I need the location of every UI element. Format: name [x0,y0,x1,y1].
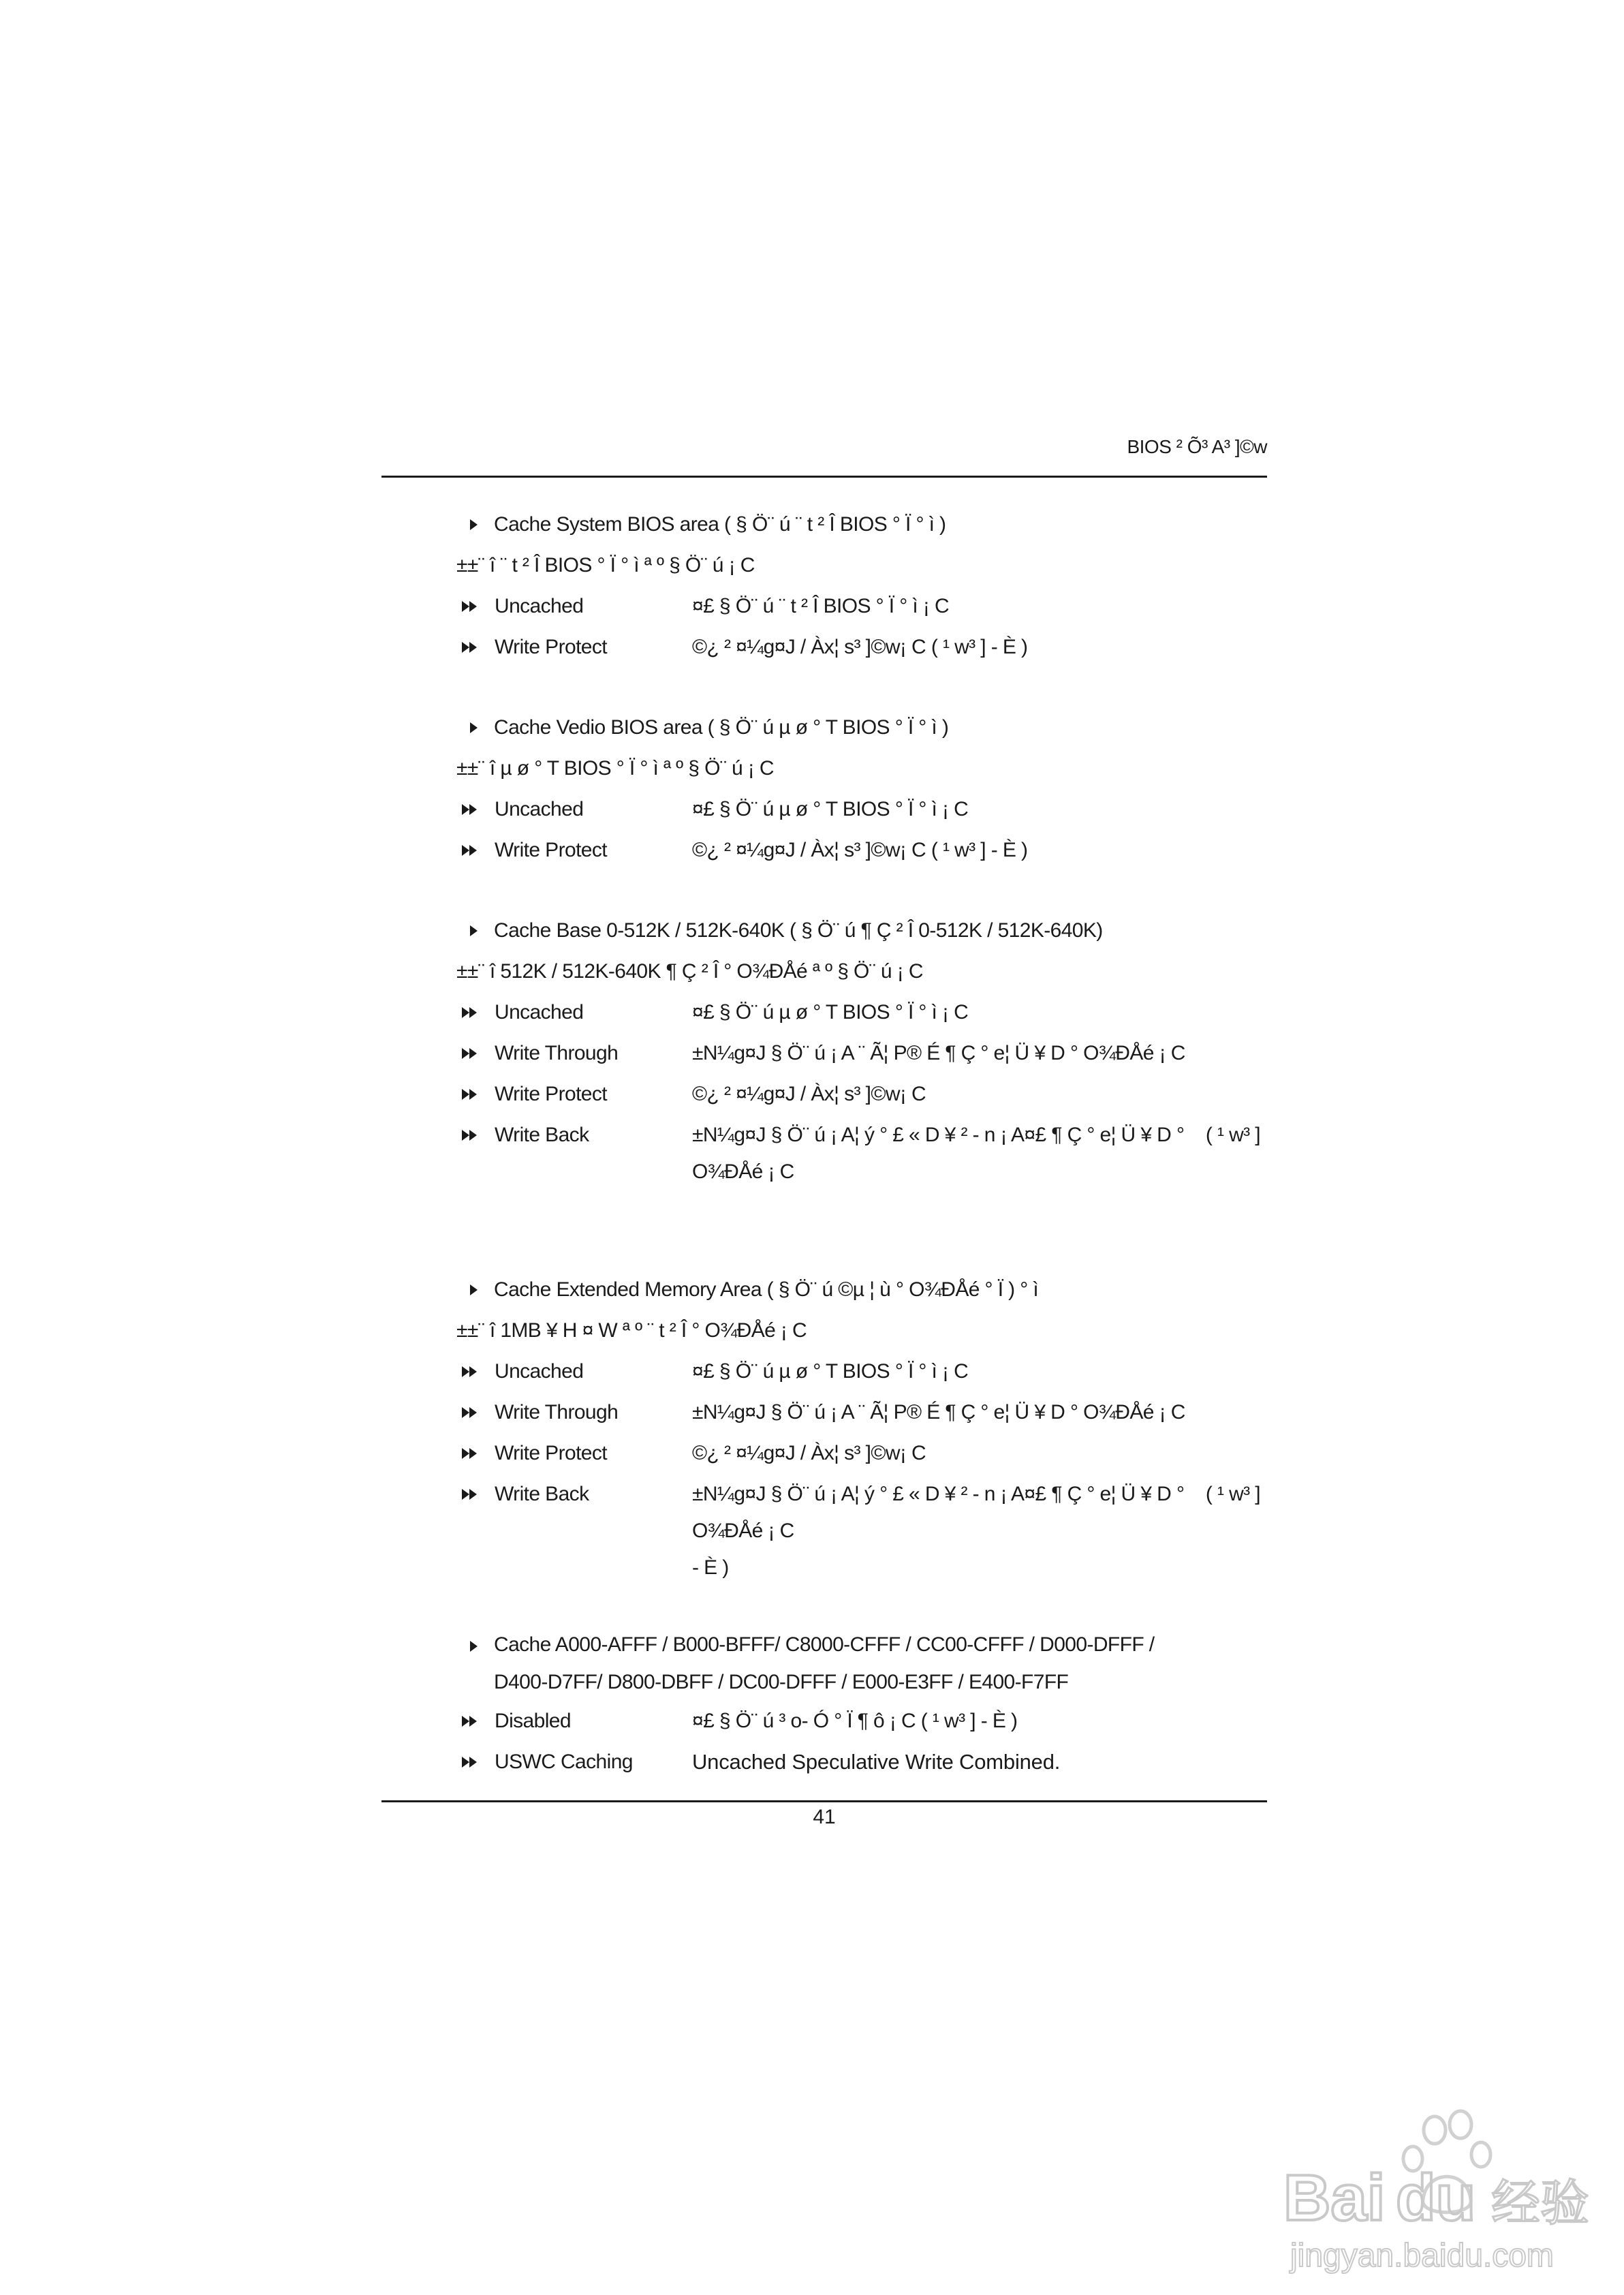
double-triangle-icon [456,1392,495,1418]
option-name: Uncached [495,1001,584,1023]
bullet-triangle-icon [470,722,478,733]
option-name: Disabled [495,1710,571,1732]
running-header: BIOS ² Õ³ A³ ]©w [1127,436,1267,457]
option-name: Write Back [495,1483,589,1505]
option-description: ¤£ § Ö¨ ú µ ø ° T BIOS ° Ï ° ì ¡ C [692,1001,969,1023]
option-name: Write Protect [495,1083,608,1105]
double-triangle-icon [456,586,495,612]
svg-text:Bai: Bai [1283,2161,1386,2234]
section-cache-adapter-ranges [456,1626,1260,1783]
option-name: Write Back [495,1124,589,1146]
option-row [456,789,1260,830]
option-row [456,830,1260,871]
option-row [456,1742,1260,1783]
option-description: ±N¼g¤J § Ö¨ ú ¡ A ¨ Ã¦ P® É ¶ Ç ° e¦ Ü ¥ D ° O¾ÐÅé ¡ C [692,1042,1185,1064]
bullet-triangle-icon [470,1641,478,1652]
option-row [456,1701,1260,1742]
double-triangle-icon [456,1074,495,1100]
default-note: ( ¹ w³ ] [1205,1124,1260,1146]
section-description: ±±¨ î µ ø ° T BIOS ° Ï ° ì ª º § Ö¨ ú ¡ C [456,757,774,780]
option-row [456,992,1260,1033]
double-triangle-icon [456,1115,495,1141]
option-row [456,1115,1260,1190]
svg-text:经验: 经验 [1491,2174,1590,2232]
section-title-continued: D400-D7FF/ D800-DBFF / DC00-DFFF / E000-E3FF / E400-F7FF [494,1671,1069,1693]
option-description: ¤£ § Ö¨ ú ³ o- Ó ° Ï ¶ ô ¡ C ( ¹ w³ ] - È ) [692,1710,1018,1732]
bullet-triangle-icon [470,925,478,936]
section-cache-base [456,910,1260,1190]
option-name: Uncached [495,798,584,820]
option-row [456,1474,1260,1586]
option-description: ¤£ § Ö¨ ú ¨ t ² Î BIOS ° Ï ° ì ¡ C [692,595,950,617]
option-description: ©¿ ² ¤¼g¤J / Àx¦ s³ ]©w¡ C ( ¹ w³ ] - È ) [692,636,1028,658]
double-triangle-icon [456,1474,495,1500]
double-triangle-icon [456,1701,495,1727]
section-cache-system-bios [456,504,1260,668]
section-title: Cache Base 0-512K / 512K-640K ( § Ö¨ ú ¶ Ç ² Î 0-512K / 512K-640K) [456,910,1260,951]
double-triangle-icon [456,1033,495,1059]
bullet-triangle-icon [470,1284,478,1295]
section-cache-video-bios [456,707,1260,871]
option-description: ¤£ § Ö¨ ú µ ø ° T BIOS ° Ï ° ì ¡ C [692,798,969,820]
option-name: USWC Caching [495,1751,633,1773]
section-description: ±±¨ î 1MB ¥ H ¤ W ª º ¨ t ² Î ° O¾ÐÅé ¡ C [456,1319,807,1342]
baidu-jingyan-watermark-logo [1277,2097,1597,2281]
option-row [456,586,1260,627]
section-title: Cache Extended Memory Area ( § Ö¨ ú ©µ ¦ ù ° O¾ÐÅé ° Ï ) ° ì [456,1269,1260,1310]
option-name: Write Protect [495,636,608,658]
section-cache-extended-memory [456,1269,1260,1586]
option-name: Write Protect [495,839,608,861]
bullet-triangle-icon [470,519,478,530]
footer-rule [381,1800,1267,1802]
content [456,504,1260,1822]
option-description: ±N¼g¤J § Ö¨ ú ¡ A¦ ý ° £ « D ¥ ² - n ¡ A¤£ ¶ Ç ° e¦ Ü ¥ D ° O¾ÐÅé ¡ C - È ) [692,1483,1185,1579]
double-triangle-icon [456,1351,495,1377]
option-row [456,627,1260,668]
option-description: ¤£ § Ö¨ ú µ ø ° T BIOS ° Ï ° ì ¡ C [692,1360,969,1383]
option-description-continued: - È ) [692,1556,729,1579]
double-triangle-icon [456,1433,495,1459]
double-triangle-icon [456,830,495,856]
option-row [456,1433,1260,1474]
section-title: Cache A000-AFFF / B000-BFFF/ C8000-CFFF / CC00-CFFF / D000-DFFF / D400-D7FF/ D800-DBFF / DC00-DFFF / E000-E3FF / E400-F7FF [456,1626,1260,1701]
svg-text:jingyan.baidu.com: jingyan.baidu.com [1290,2238,1554,2274]
option-description: ±N¼g¤J § Ö¨ ú ¡ A ¨ Ã¦ P® É ¶ Ç ° e¦ Ü ¥ D ° O¾ÐÅé ¡ C [692,1401,1185,1423]
option-description: ©¿ ² ¤¼g¤J / Àx¦ s³ ]©w¡ C ( ¹ w³ ] - È ) [692,839,1028,861]
option-row [456,1392,1260,1433]
option-row [456,1033,1260,1074]
section-description: ±±¨ î 512K / 512K-640K ¶ Ç ² Î ° O¾ÐÅé ª º § Ö¨ ú ¡ C [456,960,923,983]
option-description: Uncached Speculative Write Combined. [692,1750,1061,1774]
option-row [456,1074,1260,1115]
option-name: Uncached [495,1360,584,1383]
header-rule [381,476,1267,478]
option-name: Write Through [495,1401,619,1423]
double-triangle-icon [456,627,495,653]
option-name: Write Protect [495,1442,608,1464]
section-title: Cache Vedio BIOS area ( § Ö¨ ú µ ø ° T BIOS ° Ï ° ì ) [456,707,1260,748]
section-title: Cache System BIOS area ( § Ö¨ ú ¨ t ² Î BIOS ° Ï ° ì ) [456,504,1260,545]
page-number: 41 [813,1806,836,1828]
default-note: ( ¹ w³ ] [1205,1483,1260,1505]
svg-text:du: du [1396,2161,1476,2234]
option-description: ©¿ ² ¤¼g¤J / Àx¦ s³ ]©w¡ C [692,1442,926,1464]
double-triangle-icon [456,992,495,1018]
double-triangle-icon [456,1742,495,1768]
option-description: ±N¼g¤J § Ö¨ ú ¡ A¦ ý ° £ « D ¥ ² - n ¡ A¤£ ¶ Ç ° e¦ Ü ¥ D ° O¾ÐÅé ¡ C [692,1124,1185,1183]
option-row [456,1351,1260,1392]
section-description: ±±¨ î ¨ t ² Î BIOS ° Ï ° ì ª º § Ö¨ ú ¡ C [456,554,755,576]
option-name: Write Through [495,1042,619,1064]
option-name: Uncached [495,595,584,617]
double-triangle-icon [456,789,495,815]
option-description: ©¿ ² ¤¼g¤J / Àx¦ s³ ]©w¡ C [692,1083,926,1105]
